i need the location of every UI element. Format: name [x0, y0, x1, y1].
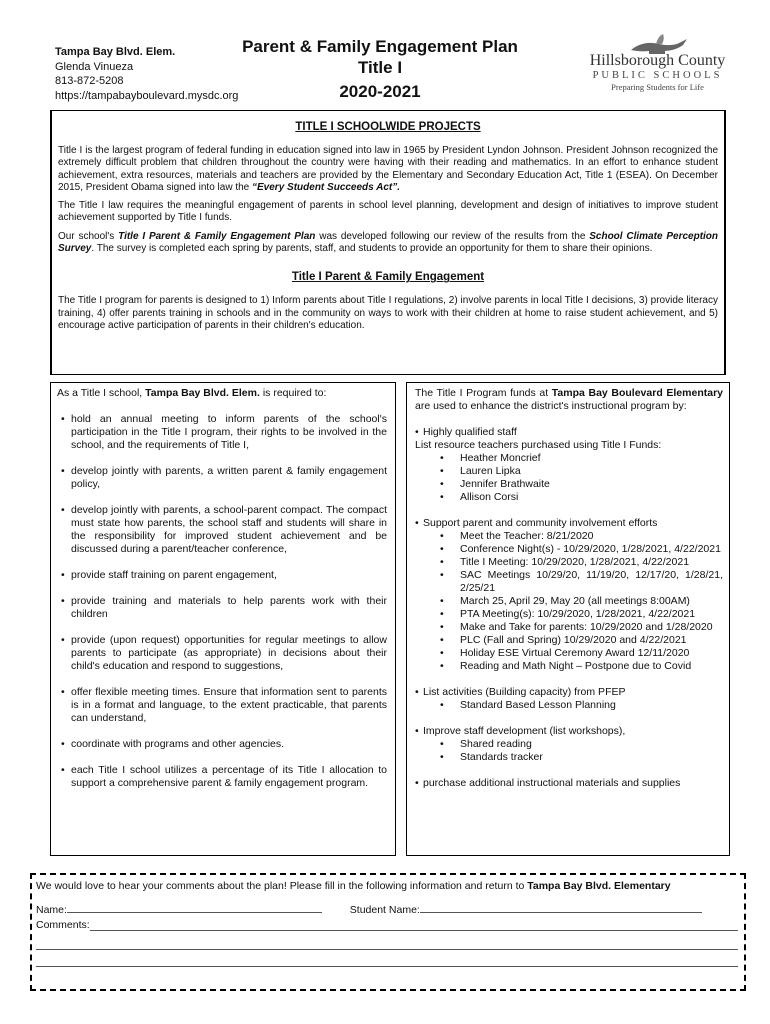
teacher-item — [415, 452, 723, 465]
section1-heading: TITLE I SCHOOLWIDE PROJECTS — [295, 121, 481, 133]
bullet-icon: • — [440, 699, 444, 711]
bullet-icon: • — [61, 738, 65, 750]
bullet-icon: • — [440, 465, 444, 477]
bullet-icon: • — [61, 504, 65, 516]
name-row — [36, 903, 738, 918]
bullet-text: provide staff training on parent engagement, — [71, 569, 277, 581]
bullet-icon: • — [440, 478, 444, 490]
activities-heading: • List activities (Building capacity) from PFEP — [415, 686, 626, 698]
support-item — [415, 556, 723, 569]
funds-intro: The Title I Program funds at Tampa Bay Boulevard Elementary are used to enhance the district's instructional program by: — [415, 387, 723, 412]
bullet-icon: • — [440, 543, 444, 555]
bullet-icon: • — [440, 556, 444, 568]
bullet-text: coordinate with programs and other agencies. — [71, 738, 285, 750]
bullet-text: Conference Night(s) - 10/29/2020, 1/28/2021, 4/22/2021 — [460, 543, 721, 555]
support-item — [415, 647, 723, 660]
bullet-text: offer flexible meeting times. Ensure that information sent to parents is in a format and language, to the extent practicable, that parents can understand, — [71, 686, 387, 724]
support-item — [415, 660, 723, 673]
purchase-item: • purchase additional instructional materials and supplies — [415, 777, 681, 789]
bullet-text: SAC Meetings 10/29/20, 11/19/20, 12/17/20, 1/28/21, 2/25/21 — [460, 569, 723, 594]
district-logo — [585, 30, 730, 93]
bullet-icon: • — [61, 634, 65, 646]
staffdev-heading: • Improve staff development (list workshops), — [415, 725, 626, 737]
bullet-text: Meet the Teacher: 8/21/2020 — [460, 530, 594, 542]
requirement-item — [57, 504, 387, 556]
support-item — [415, 621, 723, 634]
teacher-item — [415, 491, 723, 504]
bullet-text: PTA Meeting(s): 10/29/2020, 1/28/2021, 4/22/2021 — [460, 608, 696, 620]
school-contact: Glenda Vinueza — [55, 60, 134, 73]
section1-p1: Title I is the largest program of federal funding in education signed into law in 1965 by President Lyndon Johnson. President Johnson recognized the extremely difficult problem that children throughout the country were having with their reading and mathematics. In an effort to enhance student achievement, extra resources, materials and teachers are provided by the Elementary and Secondary Education Act, Title 1 (ESEA). On December 2015, President Obama signed into law the “Every Student Succeeds Act”. — [58, 145, 718, 193]
logo-line-1: Hillsborough County — [589, 52, 726, 69]
name-field[interactable] — [67, 912, 322, 913]
support-item — [415, 634, 723, 647]
bullet-text: provide (upon request) opportunities for regular meetings to allow parents to participate (as appropriate) in decisions about their child's education and respond to suggestions, — [71, 634, 387, 672]
bullet-icon: • — [61, 764, 65, 776]
support-item — [415, 608, 723, 621]
staff-sub: List resource teachers purchased using Title I Funds: — [415, 439, 662, 451]
bullet-icon: • — [440, 569, 444, 581]
bullet-text: PLC (Fall and Spring) 10/29/2020 and 4/22/2021 — [460, 634, 687, 646]
section2-p1: The Title I program for parents is designed to 1) Inform parents about Title I regulations, 2) involve parents in local Title I decisions, 3) provide literacy training, 4) offer parents training in schools and in the community on ways to work with their children at home to raise student achievement, and 5) encourage active participation of parents in their children's education. — [58, 295, 718, 331]
teacher-item — [415, 465, 723, 478]
requirement-item — [57, 595, 387, 621]
bullet-icon: • — [440, 530, 444, 542]
bullet-icon: • — [440, 595, 444, 607]
activity-item — [415, 699, 723, 712]
workshop-item — [415, 738, 723, 751]
comments-label: Comments: — [36, 919, 90, 931]
bullet-icon: • — [440, 660, 444, 672]
school-info — [55, 45, 238, 103]
bullet-icon: • — [440, 491, 444, 503]
requirement-item — [57, 764, 387, 790]
workshop-item — [415, 751, 723, 764]
support-item — [415, 595, 723, 608]
bullet-icon: • — [61, 569, 65, 581]
teacher-item — [415, 478, 723, 491]
bullet-icon: • — [61, 595, 65, 607]
requirements-intro: As a Title I school, Tampa Bay Blvd. Elem. is required to: — [57, 387, 327, 399]
overview-box — [50, 110, 726, 375]
school-phone: 813-872-5208 — [55, 75, 124, 87]
name-label: Name: — [36, 904, 67, 916]
comments-line-3[interactable] — [36, 954, 738, 967]
bullet-icon: • — [440, 621, 444, 633]
bullet-icon: • — [440, 751, 444, 763]
bullet-text: Make and Take for parents: 10/29/2020 and 1/28/2020 — [460, 621, 713, 633]
bullet-text: hold an annual meeting to inform parents of the school's participation in the Title I program, their rights to be involved in the school, and the requirements of Title I, — [71, 413, 387, 451]
logo-line-2: PUBLIC SCHOOLS — [592, 70, 723, 81]
student-name-label: Student Name: — [349, 904, 420, 916]
school-url[interactable]: https://tampabayboulevard.mysdc.org — [55, 89, 239, 102]
bullet-icon: • — [61, 465, 65, 477]
funds-box — [406, 382, 730, 856]
support-item — [415, 543, 723, 556]
bullet-text: develop jointly with parents, a written parent & family engagement policy, — [71, 465, 387, 490]
section2-heading: Title I Parent & Family Engagement — [291, 271, 485, 284]
bullet-icon: • — [440, 634, 444, 646]
bullet-text: Title I Meeting: 10/29/2020, 1/28/2021, 4/22/2021 — [460, 556, 690, 568]
plan-year: 2020-2021 — [339, 82, 421, 101]
bullet-icon: • — [440, 647, 444, 659]
requirement-item — [57, 686, 387, 725]
bullet-icon: • — [440, 608, 444, 620]
bullet-text: March 25, April 29, May 20 (all meetings 8:00AM) — [460, 595, 690, 607]
bullet-text: provide training and materials to help parents work with their children — [71, 595, 387, 620]
staff-heading: • Highly qualified staff — [415, 426, 517, 438]
bullet-text: develop jointly with parents, a school-parent compact. The compact must state how parents, the school staff and students will share in the responsibility for improved student achievement and be discussed during a parent/teacher conference, — [71, 504, 387, 555]
requirement-item — [57, 465, 387, 491]
support-item — [415, 530, 723, 543]
feedback-form — [30, 873, 746, 991]
plan-title: Parent & Family Engagement Plan — [242, 37, 518, 56]
support-heading: • Support parent and community involvement efforts — [415, 517, 658, 529]
comments-row — [36, 918, 738, 933]
section1-p3: Our school's Title I Parent & Family Engagement Plan was developed following our review of the results from the School Climate Perception Survey. The survey is completed each spring by parents, staff, and students to provide an opportunity for them to share their opinions. — [58, 230, 719, 255]
support-item — [415, 569, 723, 595]
bullet-icon: • — [61, 686, 65, 698]
student-name-field[interactable] — [420, 912, 702, 913]
requirement-item — [57, 413, 387, 452]
bullet-icon: • — [61, 413, 65, 425]
plan-title-block — [215, 36, 545, 102]
comments-line-2[interactable] — [36, 937, 738, 950]
bullet-text: Shared reading — [460, 738, 532, 750]
plan-program: Title I — [357, 58, 403, 77]
feedback-intro: We would love to hear your comments about the plan! Please fill in the following information and return to Tampa Bay Blvd. Elementary — [36, 880, 671, 892]
bullet-text: Reading and Math Night – Postpone due to Covid — [460, 660, 692, 672]
bullet-text: Jennifer Brathwaite — [460, 478, 550, 490]
bullet-icon: • — [440, 452, 444, 464]
bullet-text: Heather Moncrief — [460, 452, 541, 464]
school-name: Tampa Bay Blvd. Elem. — [55, 46, 176, 58]
requirement-item — [57, 738, 387, 751]
bullet-text: each Title I school utilizes a percentage of its Title I allocation to support a comprehensive parent & family engagement program. — [71, 764, 387, 789]
logo-line-3: Preparing Students for Life — [611, 82, 704, 92]
requirement-item — [57, 569, 387, 582]
requirement-item — [57, 634, 387, 673]
bullet-text: Holiday ESE Virtual Ceremony Award 12/11/2020 — [460, 647, 690, 659]
section1-p2: The Title I law requires the meaningful engagement of parents in school level planning, development and design of initiatives to improve student achievement supported by Title I funds. — [58, 200, 718, 224]
bullet-text: Standards tracker — [460, 751, 543, 763]
bullet-text: Standard Based Lesson Planning — [460, 699, 616, 711]
requirements-box — [50, 382, 396, 856]
bullet-text: Allison Corsi — [460, 491, 519, 503]
bullet-icon: • — [440, 738, 444, 750]
bullet-text: Lauren Lipka — [460, 465, 521, 477]
comments-field[interactable] — [90, 918, 738, 931]
